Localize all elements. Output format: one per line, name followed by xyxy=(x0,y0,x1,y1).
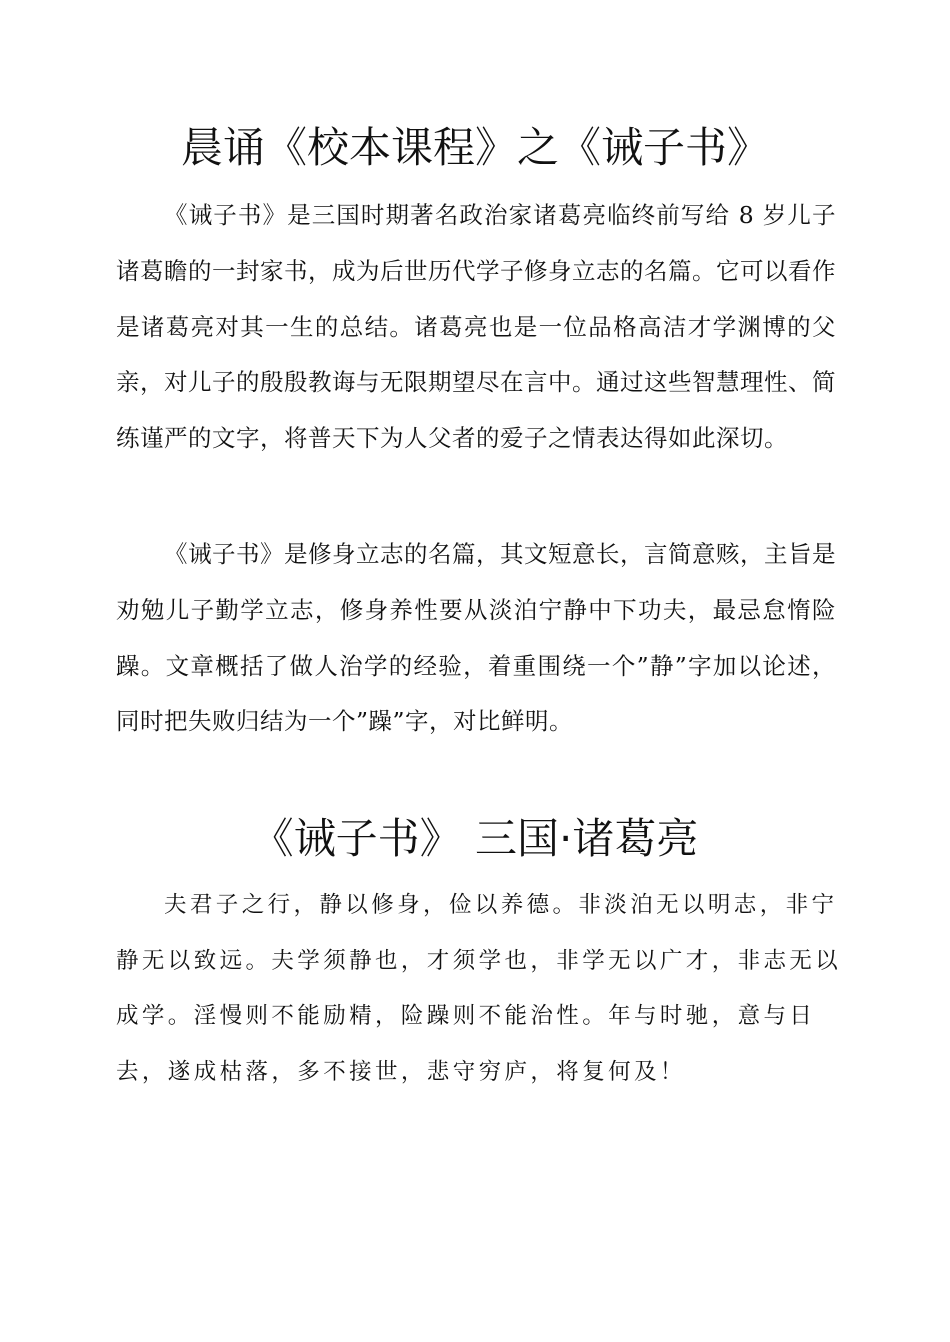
intro-paragraph: 《诫子书》是三国时期著名政治家诸葛亮临终前写给 8 岁儿子诸葛瞻的一封家书，成为后世历代学子修身立志的名篇。它可以看作是诸葛亮对其一生的总结。诸葛亮也是一位品格高洁才学渊博的父亲，对儿子的殷殷教诲与无限期望尽在言中。通过这些智慧理性、简练谨严的文字，将普天下为人父者的爱子之情表达得如此深切。 xyxy=(116,201,836,453)
page-title: 晨诵《校本课程》之《诫子书》 xyxy=(180,123,769,172)
classic-text-body: 夫君子之行，静以修身，俭以养德。非淡泊无以明志，非宁静无以致远。夫学须静也，才须学也，非学无以广才，非志无以成学。淫慢则不能励精，险躁则不能治性。年与时驰，意与日去，遂成枯落，多不接世，悲守穷庐，将复何及！ xyxy=(116,892,842,1085)
summary-paragraph: 《诫子书》是修身立志的名篇，其文短意长，言简意赅，主旨是劝勉儿子勤学立志，修身养性要从淡泊宁静中下功夫，最忌怠惰险躁。文章概括了做人治学的经验，着重围绕一个”静”字加以论述，同时把失败归结为一个”躁”字，对比鲜明。 xyxy=(116,540,836,736)
classic-text-title: 《诫子书》 三国·诸葛亮 xyxy=(251,814,699,863)
